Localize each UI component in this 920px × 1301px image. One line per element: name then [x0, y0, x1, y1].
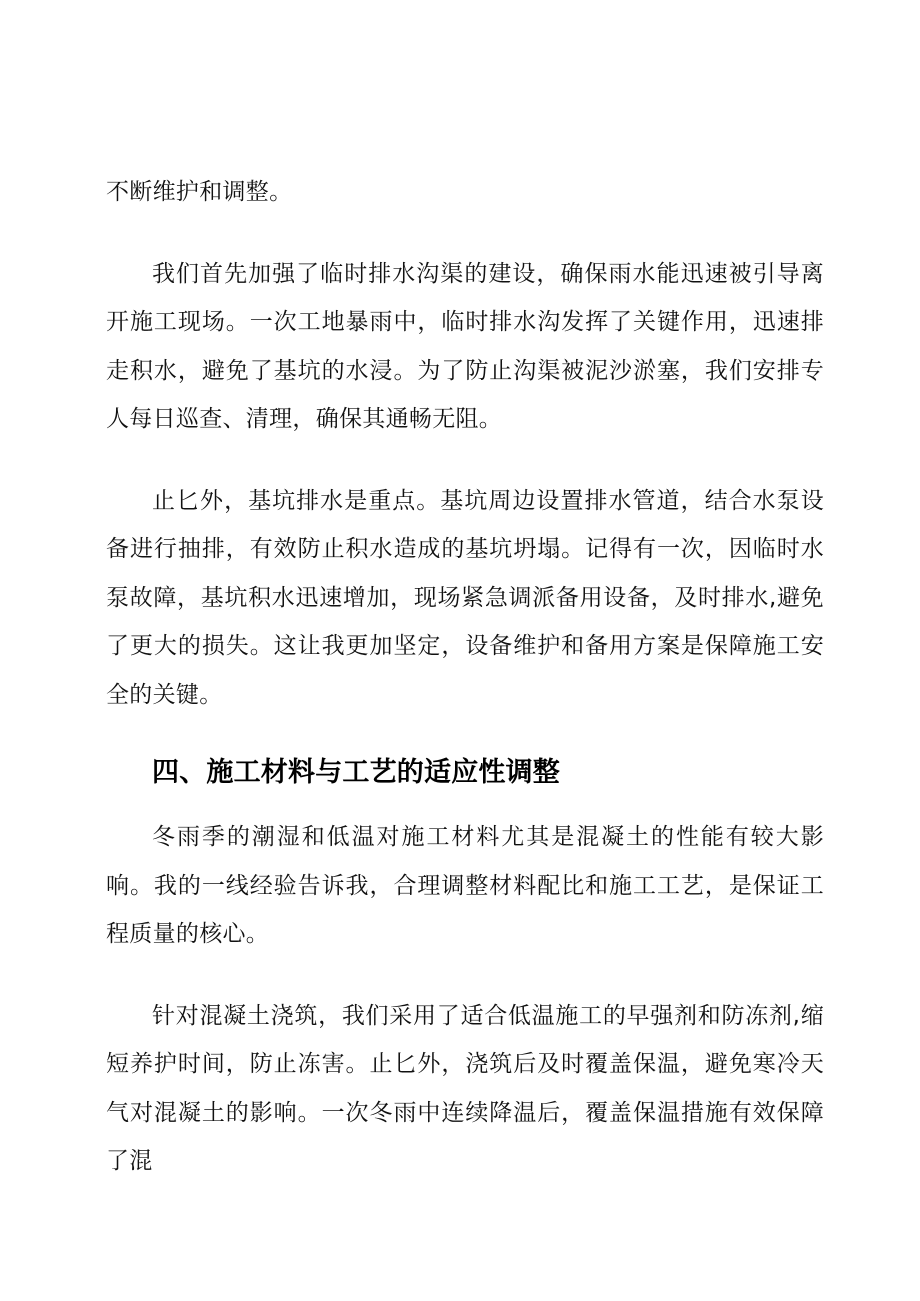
paragraph-drainage-ditch: 我们首先加强了临时排水沟渠的建设，确保雨水能迅速被引导离开施工现场。一次工地暴雨中，临时排水沟发挥了关键作用，迅速排走积水，避免了基坑的水浸。为了防止沟渠被泥沙淤塞，我们安排专人每日巡查、清理，确保其通畅无阻。 [106, 260, 824, 432]
paragraph-materials-intro: 冬雨季的潮湿和低温对施工材料尤其是混凝土的性能有较大影响。我的一线经验告诉我，合理调整材料配比和施工工艺，是保证工程质量的核心。 [106, 824, 824, 947]
continued-paragraph: 不断维护和调整。 [106, 179, 293, 205]
section-heading: 四、施工材料与工艺的适应性调整 [152, 757, 560, 788]
paragraph-concrete-pouring: 针对混凝土浇筑，我们采用了适合低温施工的早强剂和防冻剂,缩短养护时间，防止冻害。止匕外，浇筑后及时覆盖保温，避免寒冷天气对混凝土的影响。一次冬雨中连续降温后，覆盖保温措施有效保障了混 [106, 1002, 824, 1174]
document-body [106, 168, 824, 1186]
paragraph-pit-drainage: 止匕外，基坑排水是重点。基坑周边设置排水管道，结合水泵设备进行抽排，有效防止积水造成的基坑坍塌。记得有一次，因临时水泵故障，基坑积水迅速增加，现场紧急调派备用设备，及时排水,避免了更大的损失。这让我更加坚定，设备维护和备用方案是保障施工安全的关键。 [106, 487, 824, 708]
